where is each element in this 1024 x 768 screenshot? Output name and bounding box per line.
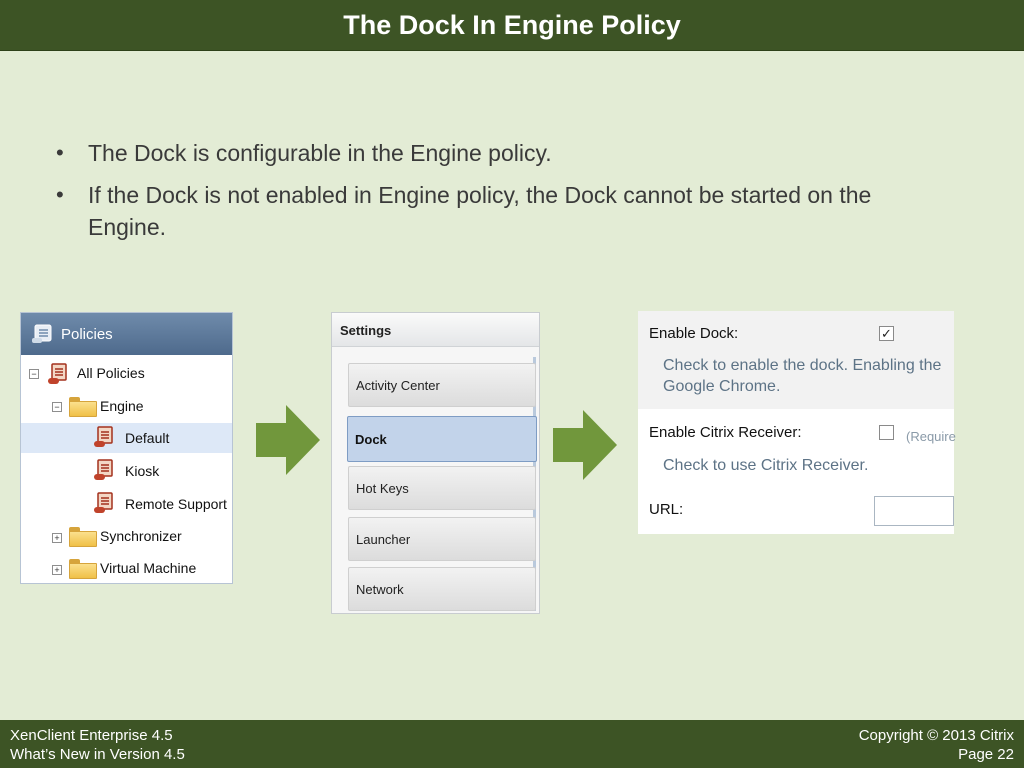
collapse-icon[interactable]: − xyxy=(52,402,62,412)
policies-header xyxy=(21,313,232,355)
settings-title: Settings xyxy=(332,313,539,347)
slide-footer xyxy=(0,720,1024,768)
policies-panel xyxy=(20,312,233,584)
right-arrow-icon xyxy=(256,405,320,475)
bullet-text: If the Dock is not enabled in Engine policy, the Dock cannot be started on the Engine. xyxy=(88,182,872,240)
policy-scroll-icon xyxy=(31,323,55,345)
tree-item-label: Default xyxy=(125,430,170,446)
tree-item-label: Remote Support xyxy=(125,496,227,512)
tree-item-label: Virtual Machine xyxy=(100,560,197,576)
bullet-text: The Dock is configurable in the Engine policy. xyxy=(88,140,552,166)
settings-panel xyxy=(331,312,540,614)
expand-icon[interactable]: + xyxy=(52,565,62,575)
enable-citrix-receiver-checkbox[interactable] xyxy=(879,425,894,440)
dock-settings-form xyxy=(638,311,954,534)
enable-citrix-receiver-label: Enable Citrix Receiver: xyxy=(649,424,802,441)
bullet-list xyxy=(56,137,936,253)
collapse-icon[interactable]: − xyxy=(29,369,39,379)
slide-header xyxy=(0,0,1024,51)
footer-product: XenClient Enterprise 4.5 xyxy=(10,727,173,744)
tree-item-default[interactable] xyxy=(21,423,232,453)
settings-item-hot-keys[interactable]: Hot Keys xyxy=(348,466,536,510)
url-input[interactable] xyxy=(874,496,954,526)
tree-item-all-policies[interactable] xyxy=(21,359,232,389)
settings-item-activity-center[interactable]: Activity Center xyxy=(348,363,536,407)
footer-copyright: Copyright © 2013 Citrix xyxy=(858,727,1014,744)
slide-title: The Dock In Engine Policy xyxy=(343,9,681,40)
footer-page-number: Page 22 xyxy=(958,746,1014,763)
folder-icon xyxy=(69,527,97,547)
tree-item-label: All Policies xyxy=(77,365,145,381)
folder-icon xyxy=(69,397,97,417)
right-arrow-icon xyxy=(553,410,617,480)
bullet-item xyxy=(56,179,936,243)
footer-subtitle: What’s New in Version 4.5 xyxy=(10,746,185,763)
tree-item-synchronizer[interactable] xyxy=(21,522,232,552)
enable-dock-label: Enable Dock: xyxy=(649,325,739,342)
enable-dock-help: Check to enable the dock. Enabling the Google Chrome. xyxy=(663,357,942,395)
policy-scroll-icon xyxy=(47,363,69,385)
tree-item-label: Engine xyxy=(100,398,144,414)
tree-item-remote-support[interactable] xyxy=(21,489,232,519)
policy-scroll-icon xyxy=(93,426,115,448)
footer-left xyxy=(10,726,185,764)
bullet-item xyxy=(56,137,936,169)
policy-scroll-icon xyxy=(93,492,115,514)
tree-item-label: Synchronizer xyxy=(100,528,182,544)
settings-item-network[interactable]: Network xyxy=(348,567,536,611)
citrix-required-note: (Require xyxy=(906,429,956,444)
tree-item-label: Kiosk xyxy=(125,463,160,479)
tree-item-kiosk[interactable] xyxy=(21,456,232,486)
expand-icon[interactable]: + xyxy=(52,533,62,543)
enable-dock-checkbox[interactable]: ✓ xyxy=(879,326,894,341)
settings-item-dock[interactable]: Dock xyxy=(347,416,537,462)
settings-item-launcher[interactable]: Launcher xyxy=(348,517,536,561)
tree-item-engine[interactable] xyxy=(21,392,232,422)
policy-scroll-icon xyxy=(93,459,115,481)
bullet-icon: • xyxy=(56,140,64,165)
tree-item-virtual-machine[interactable] xyxy=(21,554,232,584)
footer-right xyxy=(859,726,1014,764)
citrix-receiver-help: Check to use Citrix Receiver. xyxy=(663,457,869,474)
bullet-icon: • xyxy=(56,182,64,207)
folder-icon xyxy=(69,559,97,579)
policies-title: Policies xyxy=(61,325,113,343)
url-label: URL: xyxy=(649,501,684,518)
